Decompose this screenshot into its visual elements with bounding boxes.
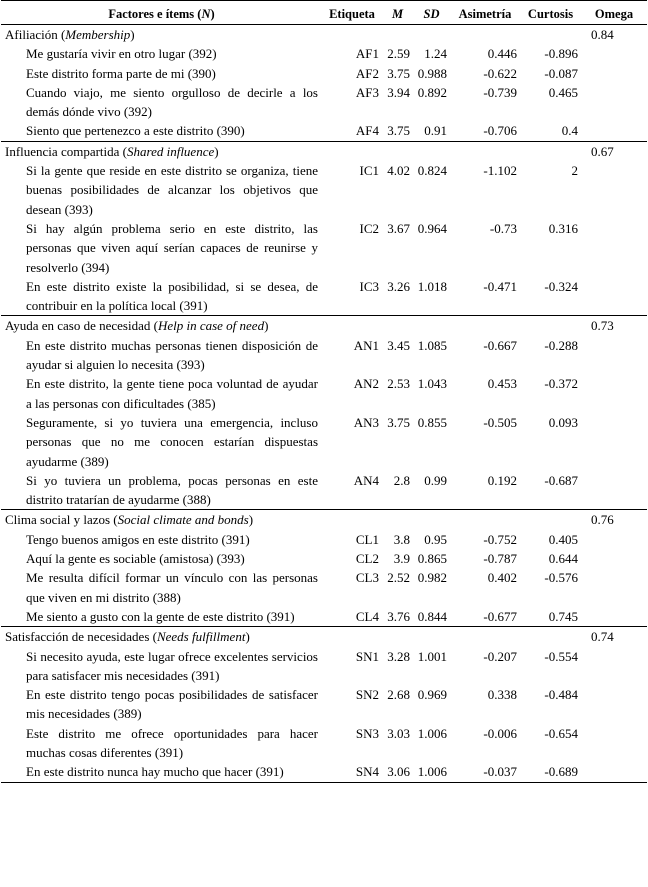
item-mean: 3.75	[387, 65, 410, 81]
factor-omega: 0.67	[581, 141, 647, 161]
item-omega-empty	[581, 374, 647, 413]
table-row	[1, 83, 647, 122]
item-label: CL1	[355, 531, 379, 547]
item-omega-empty	[581, 413, 647, 471]
item-kurtosis: 0.745	[548, 608, 578, 624]
item-skewness: 0.192	[487, 472, 517, 488]
header-sd: SD	[413, 1, 450, 25]
item-label: IC3	[359, 278, 379, 294]
item-omega-empty	[581, 471, 647, 510]
item-sd: 0.892	[417, 84, 447, 100]
item-sd: 0.855	[417, 414, 447, 430]
factor-name: Ayuda en caso de necesidad (Help in case of need)	[1, 316, 581, 336]
item-sd: 0.969	[417, 687, 447, 703]
item-mean: 3.28	[387, 648, 410, 664]
header-skewness: Asimetría	[450, 1, 520, 25]
statistics-table	[1, 0, 647, 783]
item-omega-empty	[581, 685, 647, 724]
item-omega-empty	[581, 44, 647, 63]
item-text: Me siento a gusto con la gente de este distrito (391)	[26, 608, 295, 624]
item-sd: 1.085	[417, 337, 447, 353]
item-mean: 3.75	[387, 414, 410, 430]
factor-name: Satisfacción de necesidades (Needs fulfillment)	[1, 627, 581, 647]
item-skewness: -0.787	[483, 551, 517, 567]
item-label: CL3	[355, 570, 379, 586]
item-label: CL4	[355, 608, 379, 624]
item-omega-empty	[581, 121, 647, 141]
item-label: AN1	[353, 337, 379, 353]
item-kurtosis: -0.324	[544, 278, 578, 294]
item-text: En este distrito, la gente tiene poca voluntad de ayudar a las personas con dificultades (385)	[26, 376, 318, 411]
item-label: SN1	[355, 648, 379, 664]
item-skewness: -0.73	[489, 220, 517, 236]
item-sd: 1.001	[417, 648, 447, 664]
item-label: SN4	[322, 762, 382, 782]
item-label: AN2	[353, 376, 379, 392]
item-kurtosis: -0.689	[520, 762, 581, 782]
item-skewness: -0.037	[450, 762, 520, 782]
item-mean: 3.26	[387, 278, 410, 294]
factor-row	[1, 510, 647, 530]
item-skewness: 0.338	[487, 687, 517, 703]
table-body	[1, 25, 647, 783]
header-label: Etiqueta	[322, 1, 382, 25]
factor-name: Clima social y lazos (Social climate and bonds)	[1, 510, 581, 530]
item-skewness: -1.102	[483, 163, 517, 179]
item-text: Me resulta difícil formar un vínculo con las personas que viven en mi distrito (388)	[26, 570, 318, 605]
header-kurtosis: Curtosis	[520, 1, 581, 25]
header-mean: M	[382, 1, 413, 25]
item-sd: 0.95	[424, 531, 447, 547]
item-mean: 3.75	[387, 123, 410, 139]
item-label: SN3	[355, 725, 379, 741]
item-sd: 1.24	[424, 46, 447, 62]
item-skewness: -0.471	[483, 278, 517, 294]
item-skewness: -0.677	[483, 608, 517, 624]
item-text: En este distrito existe la posibilidad, si se desea, de contribuir en la política local (391)	[26, 278, 318, 314]
factor-row	[1, 141, 647, 161]
item-mean: 3.06	[382, 762, 413, 782]
table-row	[1, 530, 647, 549]
factor-row	[1, 316, 647, 336]
factor-omega: 0.74	[581, 627, 647, 647]
item-skewness: -0.505	[483, 414, 517, 430]
item-mean: 2.52	[387, 570, 410, 586]
table-header	[1, 1, 647, 25]
item-sd: 0.824	[417, 163, 447, 179]
item-label: SN2	[355, 687, 379, 703]
item-sd: 1.018	[417, 278, 447, 294]
item-skewness: -0.622	[483, 65, 517, 81]
table-row	[1, 121, 647, 141]
item-label: AF1	[355, 46, 379, 62]
factor-omega: 0.73	[581, 316, 647, 336]
item-text: Si hay algún problema serio en este distrito, las personas que viven aquí serían capaces de reunirse y resolverlo (394)	[26, 220, 318, 275]
item-kurtosis: 2	[571, 163, 578, 179]
table-row	[1, 607, 647, 627]
item-kurtosis: -0.554	[544, 648, 578, 664]
item-label: AN4	[353, 472, 379, 488]
item-kurtosis: -0.372	[544, 376, 578, 392]
item-sd: 0.844	[417, 608, 447, 624]
table-row	[1, 336, 647, 375]
item-kurtosis: -0.087	[544, 65, 578, 81]
item-text: Si yo tuviera un problema, pocas personas en este distrito tratarían de ayudarme (388)	[26, 472, 318, 508]
item-mean: 3.03	[387, 725, 410, 741]
item-text: En este distrito muchas personas tienen disposición de ayudar si alguien lo necesita (393)	[26, 337, 318, 373]
table-row	[1, 219, 647, 277]
item-omega-empty	[581, 336, 647, 375]
item-kurtosis: 0.465	[548, 84, 578, 100]
item-omega-empty	[581, 64, 647, 83]
item-sd: 0.988	[417, 65, 447, 81]
factor-omega: 0.76	[581, 510, 647, 530]
item-mean: 3.94	[387, 84, 410, 100]
item-omega-empty	[581, 647, 647, 686]
item-text: En este distrito tengo pocas posibilidades de satisfacer mis necesidades (389)	[26, 687, 318, 722]
item-text: Aquí la gente es sociable (amistosa) (393)	[26, 551, 245, 567]
item-sd: 0.964	[417, 220, 447, 236]
item-text: Si la gente que reside en este distrito se organiza, tiene buenas posibilidades de alcanzar los objetivos que desean (393)	[26, 163, 318, 217]
item-sd: 0.99	[424, 472, 447, 488]
table-row	[1, 277, 647, 316]
item-mean: 4.02	[387, 163, 410, 179]
table-row	[1, 724, 647, 763]
item-omega-empty	[581, 568, 647, 607]
item-mean: 3.9	[393, 551, 410, 567]
item-omega-empty	[581, 549, 647, 568]
item-kurtosis: -0.687	[544, 472, 578, 488]
table-row	[1, 44, 647, 63]
item-label: AF4	[355, 123, 379, 139]
item-sd: 0.982	[417, 570, 447, 586]
item-mean: 3.67	[387, 220, 410, 236]
item-skewness: -0.006	[483, 725, 517, 741]
item-kurtosis: 0.093	[548, 414, 578, 430]
item-label: AN3	[353, 414, 379, 430]
item-text: Cuando viajo, me siento orgulloso de decirle a los demás dónde vivo (392)	[26, 84, 318, 120]
item-omega-empty	[581, 161, 647, 219]
item-kurtosis: -0.288	[544, 337, 578, 353]
item-text: Me gustaría vivir en otro lugar (392)	[26, 46, 217, 62]
item-sd: 1.006	[413, 762, 450, 782]
item-skewness: -0.706	[483, 123, 517, 139]
item-label: AF2	[355, 65, 379, 81]
item-kurtosis: 0.316	[548, 220, 578, 236]
item-mean: 2.53	[387, 376, 410, 392]
item-mean: 3.45	[387, 337, 410, 353]
item-text: Siento que pertenezco a este distrito (390)	[26, 123, 245, 139]
item-omega-empty	[581, 219, 647, 277]
item-kurtosis: 0.644	[548, 551, 578, 567]
item-sd: 1.043	[417, 376, 447, 392]
item-omega-empty	[581, 724, 647, 763]
table-row	[1, 413, 647, 471]
item-text: Este distrito me ofrece oportunidades para hacer muchas cosas diferentes (391)	[26, 725, 318, 760]
item-skewness: -0.667	[483, 337, 517, 353]
factor-omega: 0.84	[591, 27, 614, 42]
item-kurtosis: -0.576	[544, 570, 578, 586]
table-row	[1, 471, 647, 510]
table-row	[1, 762, 647, 782]
header-factors-items: Factores e ítems (N)	[1, 1, 322, 25]
item-label: IC1	[359, 163, 379, 179]
item-kurtosis: -0.896	[544, 46, 578, 62]
factor-row	[1, 627, 647, 647]
factor-name: Influencia compartida (Shared influence)	[1, 141, 581, 161]
table-row	[1, 374, 647, 413]
table-row	[1, 549, 647, 568]
item-sd: 1.006	[417, 725, 447, 741]
item-skewness: 0.402	[487, 570, 517, 586]
item-label: AF3	[355, 84, 379, 100]
item-text: Tengo buenos amigos en este distrito (391)	[26, 531, 250, 547]
item-mean: 3.76	[387, 608, 410, 624]
item-text: Seguramente, si yo tuviera una emergencia, incluso personas que no me conocen estarían dispuestas ayudarme (389)	[26, 414, 318, 469]
item-kurtosis: -0.484	[544, 687, 578, 703]
table-row	[1, 647, 647, 686]
factor-name: Afiliación (Membership)	[5, 27, 135, 42]
item-text: En este distrito nunca hay mucho que hacer (391)	[1, 762, 322, 782]
item-text: Este distrito forma parte de mi (390)	[26, 65, 216, 81]
factor-row	[1, 25, 647, 45]
item-skewness: 0.453	[487, 376, 517, 392]
table-row	[1, 161, 647, 219]
item-text: Si necesito ayuda, este lugar ofrece excelentes servicios para satisfacer mis necesidades (391)	[26, 648, 318, 683]
item-sd: 0.91	[424, 123, 447, 139]
table-row	[1, 64, 647, 83]
item-kurtosis: 0.4	[561, 123, 578, 139]
table-row	[1, 568, 647, 607]
item-sd: 0.865	[417, 551, 447, 567]
item-mean: 2.59	[387, 46, 410, 62]
item-mean: 3.8	[393, 531, 410, 547]
table-row	[1, 685, 647, 724]
item-omega-empty	[581, 530, 647, 549]
item-label: IC2	[359, 220, 379, 236]
item-skewness: -0.739	[483, 84, 517, 100]
item-skewness: 0.446	[487, 46, 517, 62]
header-omega: Omega	[581, 1, 647, 25]
item-mean: 2.8	[393, 472, 410, 488]
item-label: CL2	[355, 551, 379, 567]
item-skewness: -0.207	[483, 648, 517, 664]
item-omega-empty	[581, 83, 647, 122]
item-omega-empty	[581, 277, 647, 316]
item-mean: 2.68	[387, 687, 410, 703]
item-omega-empty	[581, 762, 647, 782]
item-kurtosis: -0.654	[544, 725, 578, 741]
item-omega-empty	[581, 607, 647, 627]
item-kurtosis: 0.405	[548, 531, 578, 547]
item-skewness: -0.752	[483, 531, 517, 547]
